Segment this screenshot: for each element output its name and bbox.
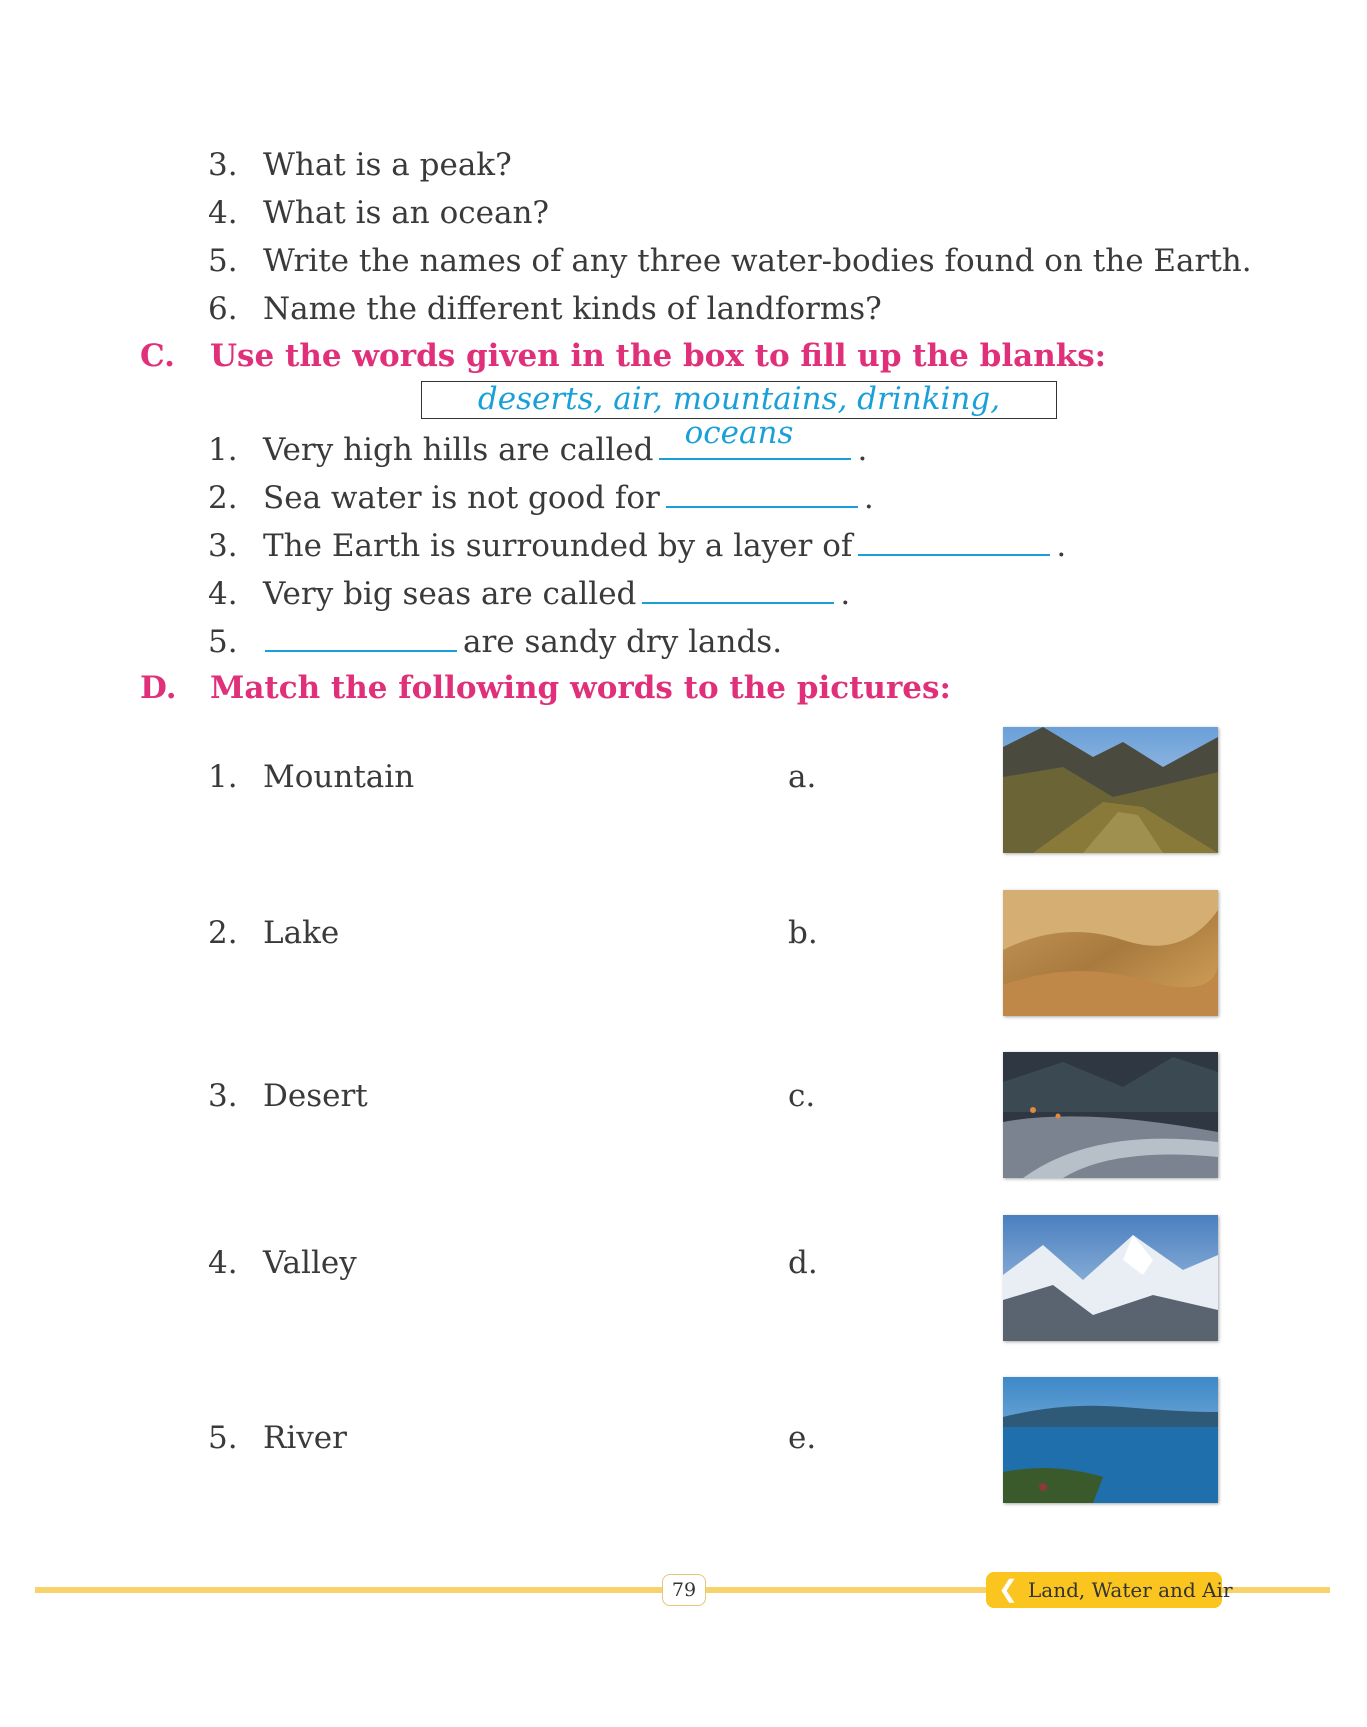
fill-blank-item: [263, 478, 874, 518]
answer-blank[interactable]: [666, 480, 858, 508]
page-number: 79: [662, 1574, 706, 1606]
chapter-title: Land, Water and Air: [1028, 1578, 1233, 1602]
item-number: 2.: [208, 480, 238, 516]
item-number: 1.: [208, 432, 238, 468]
word-number: 3.: [208, 1078, 238, 1114]
question-number: 5.: [208, 243, 238, 279]
picture-letter: d.: [788, 1245, 818, 1281]
section-c-letter: C.: [140, 338, 175, 374]
picture-letter: e.: [788, 1420, 817, 1456]
match-word[interactable]: Mountain: [263, 759, 415, 795]
chapter-tab[interactable]: [986, 1572, 1233, 1608]
chevron-left-icon: ❮: [998, 1575, 1019, 1603]
item-text: The Earth is surrounded by a layer of: [263, 528, 853, 564]
fill-blank-item: [263, 574, 850, 614]
picture-letter: b.: [788, 915, 818, 951]
picture-letter: a.: [788, 759, 817, 795]
word-number: 2.: [208, 915, 238, 951]
item-end: .: [1056, 528, 1067, 564]
question-text: Write the names of any three water-bodies found on the Earth.: [263, 243, 1252, 279]
word-number: 4.: [208, 1245, 238, 1281]
question-text: What is an ocean?: [263, 195, 550, 231]
item-text: Sea water is not good for: [263, 480, 660, 516]
item-number: 3.: [208, 528, 238, 564]
item-number: 5.: [208, 624, 238, 660]
word-box: deserts, air, mountains, drinking, oceans: [421, 381, 1057, 419]
match-word[interactable]: Valley: [263, 1245, 357, 1281]
fill-blank-item: [263, 526, 1066, 566]
section-d-title: Match the following words to the pictures:: [210, 670, 951, 706]
item-end: .: [840, 576, 851, 612]
item-text: Very big seas are called: [263, 576, 637, 612]
match-word[interactable]: Lake: [263, 915, 340, 951]
section-d-letter: D.: [140, 670, 177, 706]
question-number: 4.: [208, 195, 238, 231]
word-number: 5.: [208, 1420, 238, 1456]
item-end: .: [857, 432, 868, 468]
item-end: .: [863, 480, 874, 516]
section-c-title: Use the words given in the box to fill up the blanks:: [210, 338, 1107, 374]
match-word[interactable]: River: [263, 1420, 347, 1456]
desert-photo[interactable]: [1003, 890, 1218, 1016]
question-text: Name the different kinds of landforms?: [263, 291, 882, 327]
word-number: 1.: [208, 759, 238, 795]
item-end: are sandy dry lands.: [463, 624, 783, 660]
answer-blank[interactable]: [858, 528, 1050, 556]
fill-blank-item: [263, 622, 782, 662]
question-text: What is a peak?: [263, 147, 512, 183]
question-number: 6.: [208, 291, 238, 327]
valley-photo[interactable]: [1003, 727, 1218, 853]
answer-blank[interactable]: [265, 624, 457, 652]
item-number: 4.: [208, 576, 238, 612]
answer-blank[interactable]: [659, 432, 851, 460]
fill-blank-item: [263, 430, 867, 470]
lake-photo[interactable]: [1003, 1377, 1218, 1503]
picture-letter: c.: [788, 1078, 816, 1114]
answer-blank[interactable]: [642, 576, 834, 604]
match-word[interactable]: Desert: [263, 1078, 368, 1114]
item-text: Very high hills are called: [263, 432, 654, 468]
question-number: 3.: [208, 147, 238, 183]
mountain-photo[interactable]: [1003, 1215, 1218, 1341]
river-photo[interactable]: [1003, 1052, 1218, 1178]
